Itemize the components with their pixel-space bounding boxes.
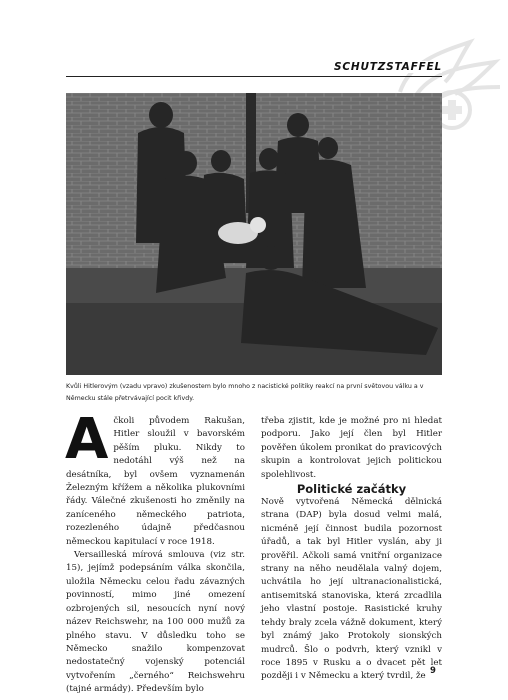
text-column-right bbox=[261, 415, 442, 684]
section-heading: Politické začátky bbox=[296, 482, 407, 497]
text-column-left bbox=[65, 407, 245, 697]
paragraph: Versailleská mírová smlouva (viz str. 15), jejímž podepsáním válka skončila, uložila Německu celou řadu závazných povinností, mimo jiné omezení ozbrojených sil, nesoucích nyní nový název Reichswehr, na 100 000 mužů za plného stavu. V důsledku toho se Německo snažilo kompenzovat nedostatečný vojenský potenciál vytvořením „černého“ Reichswehru (tajné armády). Především bylo bbox=[66, 550, 245, 695]
page-number: 9 bbox=[430, 666, 436, 676]
running-header-title: SCHUTZSTAFFEL bbox=[330, 61, 442, 73]
drop-cap: A bbox=[65, 407, 109, 472]
running-header bbox=[66, 61, 442, 77]
photo-caption: Kvůli Hitlerovým (vzadu vpravo) zkušenostem bylo mnoho z nacistické politiky reakcí na první světovou válku a v Německu stále přetrvávající pocit křivdy. bbox=[66, 383, 424, 402]
historical-photo bbox=[66, 93, 442, 375]
paragraph: Ačkoli původem Rakušan, Hitler sloužil v bavorském pěším pluku. Nikdy to nedotáhl výš než na desátníka, byl ovšem vyznamenán Železným křížem a několika plukovními řády. Válečné zkušenosti ho změnily na zaníceného německého patriota, rozezleného údajně předčasnou německou kapitulací v roce 1918. bbox=[65, 407, 245, 547]
paragraph: Nově vytvořená Německá dělnická strana (DAP) byla dosud velmi malá, nicméně její činnost budila pozornost úřadů, a tak byl Hitler vyslán, aby ji prověřil. Ačkoli samá vnitřní organizace strany na něho neudělala valný dojem, uchvátila ho její ultranacionalistická, antisemitská stanoviska, která zrcadlila jeho vlastní postoje. Rasistické kruhy tehdy braly zcela vážně dokument, který byl známý jako Protokoly sionských mudrců. Šlo o podvrh, který vznikl v roce 1895 v Rusku a o dvacet pět let později i v Německu a který tvrdil, že bbox=[261, 497, 442, 682]
paragraph-continuation: třeba zjistit, kde je možné pro ni hledat podporu. Jako její člen byl Hitler pověřen úkolem pronikat do pravicových skupin a kontrolovat jejich politickou spolehlivost. bbox=[261, 416, 442, 480]
